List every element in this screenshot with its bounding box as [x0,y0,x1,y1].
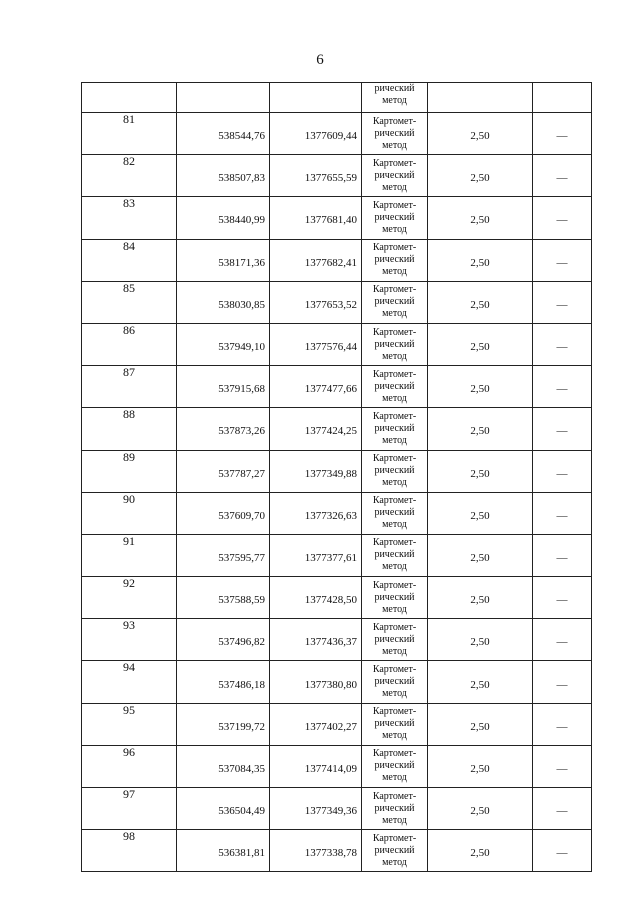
cell-x-text: 538171,36 [218,256,265,269]
method-line-3: метод [382,688,407,700]
cell-y [270,534,362,576]
cell-accuracy-text: 2,50 [470,594,490,607]
cell-accuracy [428,113,533,155]
cell-accuracy [428,281,533,323]
cell-y [270,577,362,619]
method-line-3: метод [382,477,407,489]
method-line-2: рический [374,127,415,139]
method-line-3: метод [382,730,407,742]
cell-y [270,745,362,787]
cell-method [362,281,428,323]
cell-y [270,703,362,745]
cell-accuracy [428,197,533,239]
cell-y [270,492,362,534]
cell-x [177,745,270,787]
cell-x-text: 537787,27 [218,467,265,480]
cell-description-text: — [556,847,568,860]
cell-description [533,83,592,113]
cell-num: 95 [82,703,177,745]
method-line-2: рический [374,338,415,350]
cell-accuracy-text: 2,50 [470,805,490,818]
cell-description-text: — [556,551,568,564]
cell-description [533,155,592,197]
coordinates-table [81,82,592,872]
cell-accuracy [428,661,533,703]
cell-x-text: 537588,59 [218,594,265,607]
cell-x-text: 537199,72 [218,720,265,733]
table-row [82,239,592,281]
method-line-3: метод [382,814,407,826]
cell-accuracy [428,745,533,787]
cell-accuracy [428,788,533,830]
cell-x [177,577,270,619]
cell-description [533,661,592,703]
cell-accuracy-text: 2,50 [470,425,490,438]
cell-x [177,408,270,450]
cell-y-text: 1377414,09 [304,762,357,775]
cell-description-text: — [556,341,568,354]
table-row [82,577,592,619]
cell-y-text: 1377349,36 [304,805,357,818]
cell-accuracy-text: 2,50 [470,720,490,733]
cell-description [533,323,592,365]
cell-x-text: 538507,83 [218,172,265,185]
cell-description-text: — [556,636,568,649]
cell-x [177,113,270,155]
cell-y-text: 1377653,52 [304,298,357,311]
cell-x-text: 537873,26 [218,425,265,438]
cell-x [177,492,270,534]
cell-description [533,239,592,281]
table-row [82,830,592,872]
cell-accuracy [428,703,533,745]
cell-x [177,155,270,197]
cell-method [362,113,428,155]
cell-x-text: 537595,77 [218,551,265,564]
cell-accuracy-text: 2,50 [470,256,490,269]
method-line-3: метод [382,350,407,362]
cell-num: 89 [82,450,177,492]
method-line-1: Картомет- [372,790,417,802]
method-line-3: метод [382,266,407,278]
cell-x-text: 537915,68 [218,383,265,396]
cell-y [270,323,362,365]
cell-method [362,239,428,281]
table-row [82,492,592,534]
cell-description-text: — [556,298,568,311]
cell-num: 94 [82,661,177,703]
method-line-1: Картомет- [372,579,417,591]
cell-y [270,155,362,197]
cell-accuracy [428,450,533,492]
cell-num: 92 [82,577,177,619]
cell-method [362,830,428,872]
cell-method [362,366,428,408]
cell-y [270,239,362,281]
table-row [82,155,592,197]
cell-method [362,408,428,450]
cell-description [533,788,592,830]
method-line-2: рический [374,718,415,730]
cell-method [362,661,428,703]
cell-x-text: 538544,76 [218,130,265,143]
cell-accuracy-text: 2,50 [470,130,490,143]
cell-accuracy [428,492,533,534]
cell-description-text: — [556,425,568,438]
page-number: 6 [316,52,324,68]
method-line-2: рический [374,211,415,223]
table-row [82,619,592,661]
table-row [82,197,592,239]
cell-method [362,534,428,576]
method-line-2: рический [374,169,415,181]
cell-x [177,450,270,492]
cell-description [533,830,592,872]
method-line-3: метод [382,645,407,657]
cell-method [362,155,428,197]
cell-method [362,197,428,239]
cell-description-text: — [556,720,568,733]
method-line-1: Картомет- [372,453,417,465]
cell-accuracy-text: 2,50 [470,172,490,185]
cell-description [533,619,592,661]
cell-accuracy-text: 2,50 [470,509,490,522]
method-line-1: Картомет- [372,664,417,676]
cell-description-text: — [556,130,568,143]
cell-y-text: 1377326,63 [304,509,357,522]
cell-description [533,450,592,492]
method-line-2: рический [374,549,415,561]
cell-y [270,83,362,113]
cell-method [362,577,428,619]
cell-accuracy-text: 2,50 [470,467,490,480]
cell-y-text: 1377402,27 [304,720,357,733]
cell-y-text: 1377338,78 [304,847,357,860]
cell-x [177,83,270,113]
cell-x-text: 537496,82 [218,636,265,649]
cell-y-text: 1377424,25 [304,425,357,438]
cell-y-text: 1377609,44 [304,130,357,143]
cell-num: 82 [82,155,177,197]
cell-num: 83 [82,197,177,239]
cell-method: рический метод [362,83,428,113]
cell-accuracy [428,619,533,661]
method-line-2: рический [374,676,415,688]
cell-accuracy-text: 2,50 [470,636,490,649]
cell-num: 96 [82,745,177,787]
method-line-2: рический [374,760,415,772]
cell-num: 90 [82,492,177,534]
cell-x [177,703,270,745]
table-row [82,366,592,408]
cell-accuracy-text: 2,50 [470,298,490,311]
cell-num: 86 [82,323,177,365]
cell-y [270,113,362,155]
method-line-1: Картомет- [372,495,417,507]
table-row [82,323,592,365]
cell-accuracy [428,155,533,197]
cell-x [177,619,270,661]
cell-accuracy [428,366,533,408]
method-line-2: рический [374,296,415,308]
cell-accuracy-text: 2,50 [470,762,490,775]
table-row [82,703,592,745]
table-row [82,788,592,830]
method-line-3: метод [382,561,407,573]
cell-method [362,450,428,492]
table-row [82,281,592,323]
method-line-1: Картомет- [372,326,417,338]
cell-accuracy [428,239,533,281]
method-line-1: Картомет- [372,368,417,380]
cell-num: 81 [82,113,177,155]
method-line-3: метод [382,139,407,151]
cell-x [177,323,270,365]
table-row [82,745,592,787]
cell-x [177,788,270,830]
cell-x [177,534,270,576]
cell-description-text: — [556,467,568,480]
cell-description [533,408,592,450]
method-line-3: метод [382,223,407,235]
cell-x-text: 537609,70 [218,509,265,522]
cell-y [270,281,362,323]
cell-x-text: 536381,81 [218,847,265,860]
cell-num [82,83,177,113]
cell-x-text: 538440,99 [218,214,265,227]
cell-accuracy [428,323,533,365]
cell-num: 85 [82,281,177,323]
cell-accuracy-text: 2,50 [470,678,490,691]
cell-description-text: — [556,256,568,269]
cell-accuracy [428,830,533,872]
cell-method [362,323,428,365]
cell-y-text: 1377377,61 [304,551,357,564]
cell-y-text: 1377576,44 [304,341,357,354]
table-row [82,113,592,155]
cell-method [362,703,428,745]
cell-y-text: 1377380,80 [304,678,357,691]
method-line-1: Картомет- [372,157,417,169]
cell-x-text: 537084,35 [218,762,265,775]
cell-y-text: 1377655,59 [304,172,357,185]
cell-description [533,577,592,619]
cell-y [270,619,362,661]
cell-description [533,703,592,745]
method-line-3: метод [382,856,407,868]
method-line-2: рический [374,591,415,603]
cell-y [270,830,362,872]
cell-y [270,450,362,492]
cell-num: 91 [82,534,177,576]
cell-description-text: — [556,214,568,227]
cell-description [533,534,592,576]
cell-accuracy-text: 2,50 [470,341,490,354]
method-line-2: рический [374,633,415,645]
method-line-3: метод [382,181,407,193]
cell-x-text: 538030,85 [218,298,265,311]
cell-accuracy [428,534,533,576]
cell-y [270,197,362,239]
table-row [82,534,592,576]
table-row-continuation [82,83,592,113]
cell-num: 88 [82,408,177,450]
cell-y-text: 1377682,41 [304,256,357,269]
cell-y-text: 1377477,66 [304,383,357,396]
cell-description-text: — [556,383,568,396]
cell-accuracy-text: 2,50 [470,847,490,860]
cell-description [533,745,592,787]
method-line-2: рический [374,422,415,434]
cell-y [270,408,362,450]
cell-description-text: — [556,678,568,691]
cell-y [270,366,362,408]
method-line-1: Картомет- [372,115,417,127]
cell-num: 87 [82,366,177,408]
method-line-2: рический [374,844,415,856]
table-row [82,450,592,492]
cell-x-text: 537949,10 [218,341,265,354]
method-line-1: Картомет- [372,706,417,718]
cell-x-text: 536504,49 [218,805,265,818]
method-line-1: Картомет- [372,410,417,422]
method-line-2: рический [374,802,415,814]
cell-description [533,197,592,239]
cell-description-text: — [556,172,568,185]
cell-description-text: — [556,762,568,775]
cell-num: 84 [82,239,177,281]
coordinates-table-body [82,83,592,872]
cell-y-text: 1377681,40 [304,214,357,227]
cell-x [177,197,270,239]
method-line-2: рический [374,465,415,477]
method-line-1: Картомет- [372,284,417,296]
cell-num: 93 [82,619,177,661]
cell-description-text: — [556,594,568,607]
cell-x [177,281,270,323]
method-line-3: метод [382,308,407,320]
cell-description [533,281,592,323]
method-line-3: метод [382,519,407,531]
cell-y-text: 1377428,50 [304,594,357,607]
cell-y [270,661,362,703]
method-line-1: Картомет- [372,621,417,633]
cell-num: 97 [82,788,177,830]
cell-method [362,619,428,661]
cell-y [270,788,362,830]
method-line-2: рический [374,254,415,266]
cell-accuracy [428,577,533,619]
method-line-1: Картомет- [372,832,417,844]
method-line-3: метод [382,434,407,446]
cell-accuracy [428,408,533,450]
cell-x [177,661,270,703]
cell-description-text: — [556,805,568,818]
cell-x [177,239,270,281]
cell-accuracy-text: 2,50 [470,551,490,564]
table-row [82,408,592,450]
cell-accuracy-text: 2,50 [470,214,490,227]
cell-num: 98 [82,830,177,872]
cell-description [533,113,592,155]
method-line-2: рический [374,507,415,519]
cell-description [533,366,592,408]
method-line-1: Картомет- [372,199,417,211]
table-row [82,661,592,703]
cell-method [362,745,428,787]
cell-x [177,830,270,872]
method-line-1: Картомет- [372,748,417,760]
cell-y-text: 1377349,88 [304,467,357,480]
method-line-1: Картомет- [372,242,417,254]
cell-x-text: 537486,18 [218,678,265,691]
cell-accuracy [428,83,533,113]
method-line-3: метод [382,772,407,784]
cell-accuracy-text: 2,50 [470,383,490,396]
cell-description [533,492,592,534]
method-line-3: метод [382,392,407,404]
method-line-1: Картомет- [372,537,417,549]
cell-description-text: — [556,509,568,522]
cell-method [362,492,428,534]
method-line-3: метод [382,603,407,615]
method-line-2: рический [374,380,415,392]
cell-method [362,788,428,830]
cell-x [177,366,270,408]
cell-y-text: 1377436,37 [304,636,357,649]
